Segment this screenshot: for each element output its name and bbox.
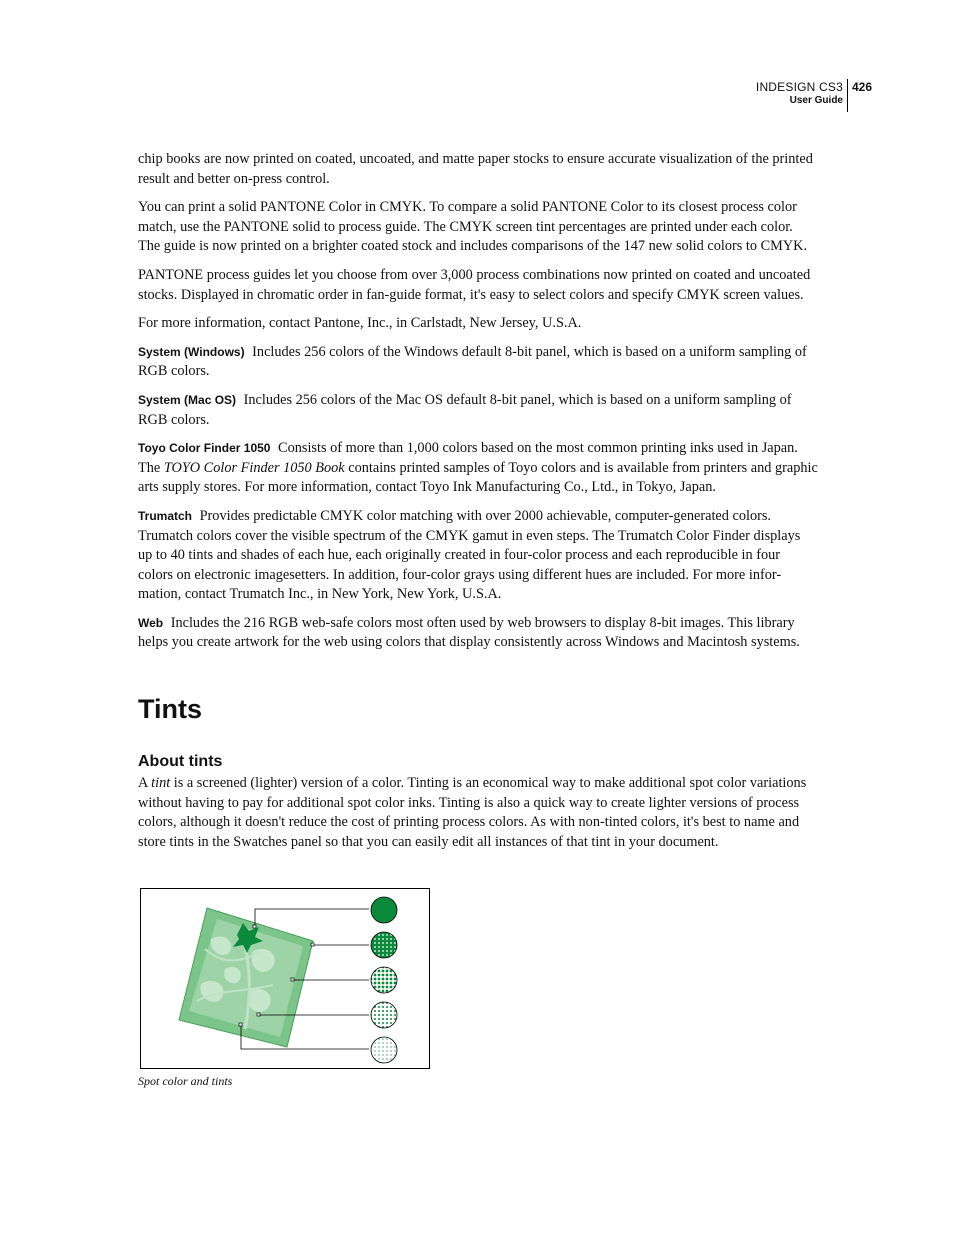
definition-text: Consists of more than 1,000 colors based on the most common printing inks used in Japan. The xyxy=(138,440,798,476)
term: System (Windows) xyxy=(138,344,245,359)
definition-toyo xyxy=(138,439,818,498)
definition-text: Includes 256 colors of the Windows default 8-bit panel, which is based on a uniform sampling of RGB colors. xyxy=(138,343,807,380)
section-heading: Tints xyxy=(138,694,203,725)
figure-caption: Spot color and tints xyxy=(138,1074,233,1088)
definition-text: Includes the 216 RGB web-safe colors most often used by web browsers to display 8-bit images. This library helps you create artwork for the web using colors that display consistently across Windows and Macintosh systems. xyxy=(138,614,800,651)
term: Toyo Color Finder 1050 xyxy=(138,441,271,456)
term-tint: tint xyxy=(151,775,171,792)
tile-artwork xyxy=(179,908,313,1047)
paragraph: PANTONE process guides let you choose from over 3,000 process combinations now printed on coated and uncoated stocks. Displayed in chromatic order in fan-guide format, it's easy to select colors and specify CMYK screen values. xyxy=(138,266,811,303)
running-header xyxy=(755,79,873,112)
swatch-35 xyxy=(371,1002,397,1028)
body-content xyxy=(138,150,818,861)
paragraph: For more information, contact Pantone, Inc., in Carlstadt, New Jersey, U.S.A. xyxy=(138,315,582,332)
swatch-100 xyxy=(371,897,397,923)
spot-color-tints-figure xyxy=(140,888,430,1069)
swatch-20 xyxy=(371,1037,397,1063)
definition-web xyxy=(138,614,818,653)
header-rule xyxy=(847,79,848,112)
definition-text: Provides predictable CMYK color matching with over 2000 achievable, computer-generated colors. Trumatch colors cover the visible spectrum of the CMYK gamut in even steps. The Trumatch Color Finder displays up to 40 tints and shades of each hue, each originally created in four-color process and each reproducible in four colors on electronic imagesetters. In addition, four-color grays using different hues are included. For more infor-mation, contact Trumatch Inc., in New York, New York, U.S.A. xyxy=(138,507,801,603)
definition-text: Includes 256 colors of the Mac OS default 8-bit panel, which is based on a uniform sampling of RGB colors. xyxy=(138,391,792,428)
definition-trumatch xyxy=(138,507,818,605)
tints-intro: A tint is a screened (lighter) version of a color. Tinting is an economical way to make additional spot color variations without having to pay for additional spot color inks. Tinting is also a quick way to create lighter versions of process colors, although it doesn't reduce the cost of printing process colors. As with non-tinted colors, it's best to name and store tints in the Swatches panel so that you can easily edit all instances of that tint in your document. xyxy=(138,775,807,850)
paragraph: You can print a solid PANTONE Color in CMYK. To compare a solid PANTONE Color to its closest process color match, use the PANTONE solid to process guide. The CMYK screen tint percentages are printed under each color. The guide is now printed on a brighter coated stock and includes comparisons of the 147 new solid colors to CMYK. xyxy=(138,199,808,255)
term: Web xyxy=(138,615,164,630)
guide-name: User Guide xyxy=(789,95,843,106)
term: Trumatch xyxy=(138,508,193,523)
swatch-50 xyxy=(371,967,397,993)
paragraph: chip books are now printed on coated, uncoated, and matte paper stocks to ensure accurate visualization of the printed result and better on-press control. xyxy=(138,151,813,187)
term: System (Mac OS) xyxy=(138,392,237,407)
book-title: TOYO Color Finder 1050 Book xyxy=(163,459,345,476)
definition-system-windows xyxy=(138,343,818,382)
definition-text: contains printed samples of Toyo colors and is available from printers and graphic arts supply stores. For more information, contact Toyo Ink Manufacturing Co., Ltd., in Tokyo, Japan. xyxy=(138,459,818,496)
page-number: 426 xyxy=(852,80,873,94)
definition-system-mac xyxy=(138,391,818,430)
product-name: INDESIGN CS3 xyxy=(755,80,843,94)
swatch-75 xyxy=(371,932,397,958)
subsection-heading: About tints xyxy=(138,753,223,771)
figure-illustration xyxy=(141,889,429,1068)
